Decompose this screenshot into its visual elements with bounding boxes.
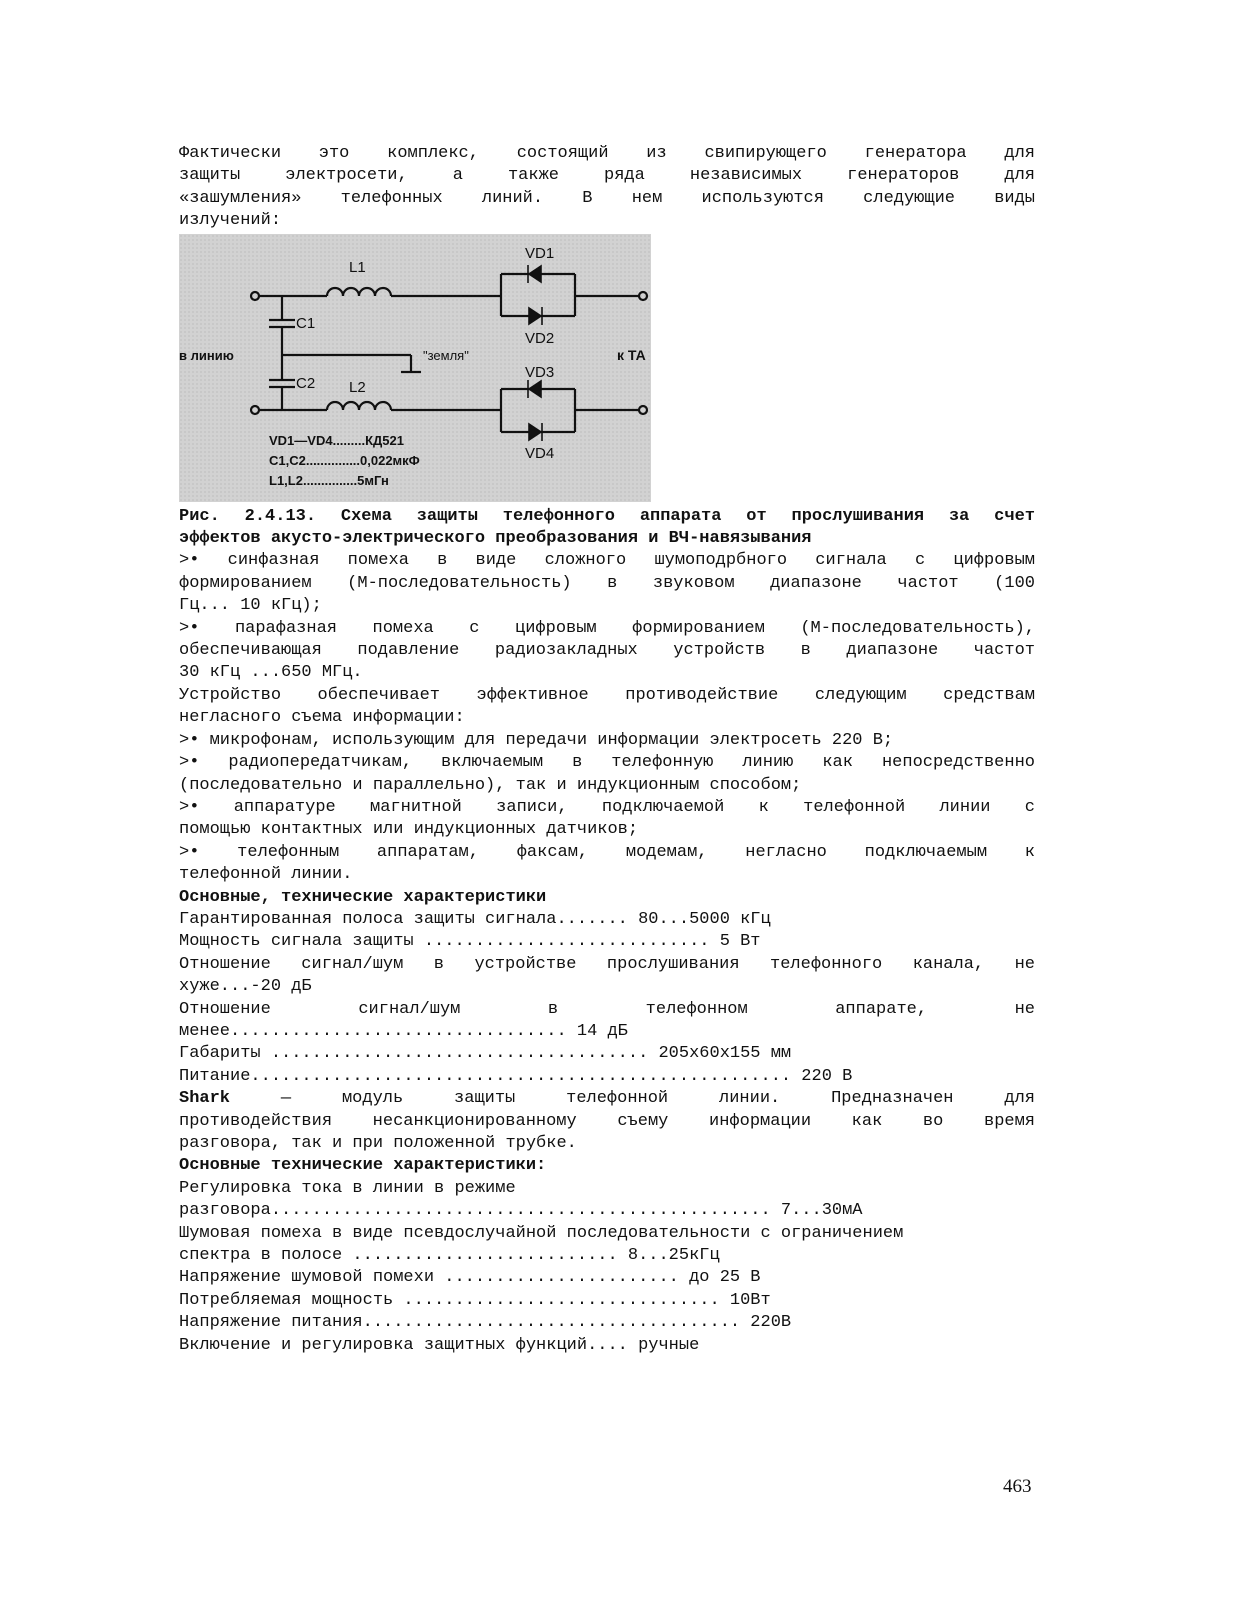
spec-line: Габариты ..................................... 205x60x155 мм bbox=[179, 1044, 792, 1064]
body-line: помощью контактных или индукционных датчиков; bbox=[179, 820, 639, 840]
spec-line: разговора................................................. 7...30мА bbox=[179, 1201, 863, 1221]
label-vd3: VD3 bbox=[525, 363, 555, 381]
body-line: >• радиопередатчикам, включаемым в телефонную линию как непосредственно bbox=[179, 753, 1035, 773]
intro-line: излучений: bbox=[179, 211, 282, 231]
label-line-in: в линию bbox=[179, 347, 234, 363]
label-ground: "земля" bbox=[423, 347, 469, 363]
shark-intro bbox=[179, 1088, 1035, 1110]
body-line: Гц... 10 кГц); bbox=[179, 596, 322, 616]
shark-name: Shark bbox=[179, 1089, 231, 1109]
body-line: >• микрофонам, использующим для передачи информации электросеть 220 В; bbox=[179, 730, 894, 750]
page-content bbox=[179, 143, 1035, 1357]
label-vd4: VD4 bbox=[525, 444, 555, 462]
spec-line: Мощность сигнала защиты ............................ 5 Вт bbox=[179, 932, 761, 952]
label-vd1: VD1 bbox=[525, 244, 555, 262]
body-line: негласного съема информации: bbox=[179, 708, 465, 728]
spec-line: Шумовая помеха в виде псевдослучайной последовательности с ограничением bbox=[179, 1223, 904, 1243]
intro-line: Фактически это комплекс, состоящий из свипирующего генератора для bbox=[179, 144, 1035, 163]
body-line: Устройство обеспечивает эффективное противодействие следующим средствам bbox=[179, 685, 1035, 705]
spec-line: Напряжение питания..................................... 220В bbox=[179, 1313, 792, 1333]
body-line: >• парафазная помеха с цифровым формированием (М-последовательность), bbox=[179, 618, 1035, 638]
shark-line: противодействия несанкционированному съему информации как во время bbox=[179, 1111, 1035, 1131]
spec-inductors: L1,L2...............5мГн bbox=[269, 472, 389, 488]
label-to-ta: к ТА bbox=[617, 346, 646, 363]
body-line: >• синфазная помеха в виде сложного шумоподрбного сигнала с цифровым bbox=[179, 551, 1035, 571]
circuit-schematic bbox=[179, 234, 651, 502]
intro-line: защиты электросети, а также ряда независимых генераторов для bbox=[179, 166, 1035, 186]
body-line: формированием (М-последовательность) в звуковом диапазоне частот (100 bbox=[179, 573, 1035, 593]
label-c2: C2 bbox=[296, 374, 316, 392]
body-line: >• аппаратуре магнитной записи, подключаемой к телефонной линии с bbox=[179, 797, 1035, 817]
body-line: >• телефонным аппаратам, факсам, модемам, негласно подключаемым к bbox=[179, 842, 1035, 862]
spec-line: Потребляемая мощность ............................... 10Вт bbox=[179, 1290, 771, 1310]
body-line: обеспечивающая подавление радиозакладных устройств в диапазоне частот bbox=[179, 641, 1035, 661]
body-line: 30 кГц ...650 МГц. bbox=[179, 663, 363, 683]
spec-line: Отношение сигнал/шум в устройстве прослушивания телефонного канала, не bbox=[179, 954, 1035, 974]
label-c1: C1 bbox=[296, 314, 316, 332]
spec-capacitors: C1,C2...............0,022мкФ bbox=[269, 452, 420, 468]
shark-line-rest: — модуль защиты телефонной линии. Предназначен для bbox=[230, 1089, 1035, 1109]
shark-line: разговора, так и при положенной трубке. bbox=[179, 1134, 577, 1153]
spec-line: Гарантированная полоса защиты сигнала....... 80...5000 кГц bbox=[179, 909, 771, 929]
specs-heading: Основные технические характеристики: bbox=[179, 1156, 547, 1176]
spec-line: Регулировка тока в линии в режиме bbox=[179, 1178, 516, 1198]
spec-line: Питание..................................................... 220 В bbox=[179, 1066, 853, 1086]
page-number: 463 bbox=[1003, 1476, 1032, 1497]
label-l1: L1 bbox=[349, 258, 366, 276]
spec-line: хуже...-20 дБ bbox=[179, 977, 312, 997]
spec-diodes: VD1—VD4.........КД521 bbox=[269, 432, 404, 448]
intro-line: «зашумления» телефонных линий. В нем используются следующие виды bbox=[179, 188, 1035, 208]
figure-caption: Рис. 2.4.13. Схема защиты телефонного аппарата от прослушивания за счет bbox=[179, 506, 1035, 526]
body-line: (последовательно и параллельно), так и индукционным способом; bbox=[179, 775, 802, 795]
label-vd2: VD2 bbox=[525, 329, 555, 347]
label-l2: L2 bbox=[349, 378, 366, 396]
spec-line: спектра в полосе .......................... 8...25кГц bbox=[179, 1246, 720, 1266]
spec-line: Отношение сигнал/шум в телефонном аппарате, не bbox=[179, 999, 1035, 1019]
circuit-figure bbox=[179, 234, 651, 502]
specs-heading: Основные, технические характеристики bbox=[179, 887, 547, 907]
spec-line: менее................................. 14 дБ bbox=[179, 1021, 628, 1041]
figure-caption: эффектов акусто-электрического преобразования и ВЧ-навязывания bbox=[179, 529, 812, 549]
body-line: телефонной линии. bbox=[179, 865, 353, 885]
spec-line: Напряжение шумовой помехи ....................... до 25 В bbox=[179, 1268, 761, 1288]
spec-line: Включение и регулировка защитных функций.... ручные bbox=[179, 1335, 700, 1355]
